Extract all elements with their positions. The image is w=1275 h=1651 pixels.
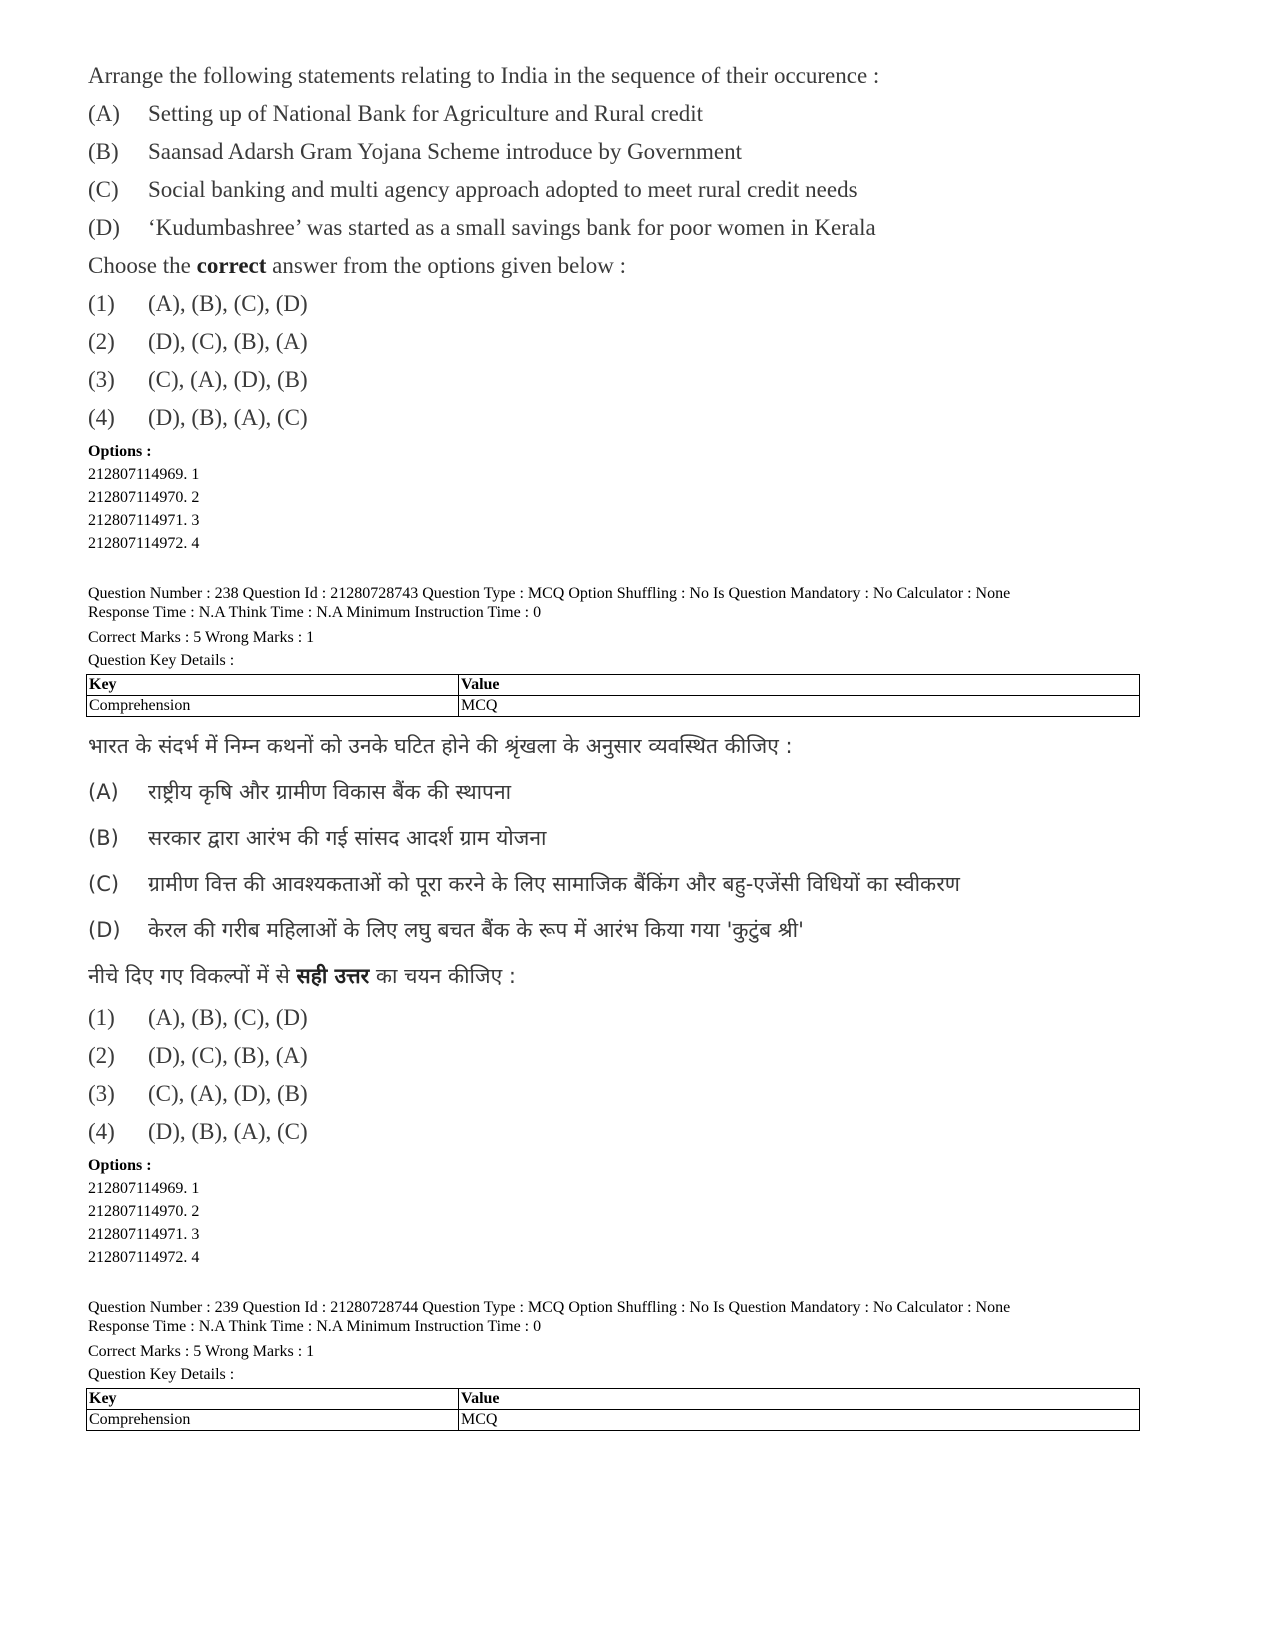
marks-line: Correct Marks : 5 Wrong Marks : 1 [88, 629, 315, 646]
table-cell-value: MCQ [459, 1410, 1140, 1431]
answer-option-4: (4) (D), (B), (A), (C) [88, 405, 308, 430]
option-id: 212807114971. 3 [88, 1226, 200, 1243]
key-details-heading: Question Key Details : [88, 652, 235, 669]
marks-line: Correct Marks : 5 Wrong Marks : 1 [88, 1343, 315, 1360]
answer-option-2: (2) (D), (C), (B), (A) [88, 329, 308, 354]
statement-b: (B) Saansad Adarsh Gram Yojana Scheme introduce by Government [88, 139, 743, 164]
option-id: 212807114969. 1 [88, 466, 200, 483]
option-id: 212807114970. 2 [88, 1203, 200, 1220]
table-header-value: Value [459, 675, 1140, 696]
option-id: 212807114972. 4 [88, 1249, 200, 1266]
options-list [88, 1177, 199, 1269]
statement-c: (C) Social banking and multi agency approach adopted to meet rural credit needs [88, 177, 858, 202]
statement-a: (A) Setting up of National Bank for Agriculture and Rural credit [88, 101, 704, 126]
options-list [88, 463, 199, 555]
choose-instruction: नीचे दिए गए विकल्पों में से सही उत्तर का चयन कीजिए : [88, 964, 516, 988]
statement-c: (C) ग्रामीण वित्त की आवश्यकताओं को पूरा करने के लिए सामाजिक बैंकिंग और बहु-एजेंसी विधियों का स्वीकरण [88, 872, 960, 896]
answer-option-3: (3) (C), (A), (D), (B) [88, 1081, 308, 1106]
statement-d: (D) केरल की गरीब महिलाओं के लिए लघु बचत बैंक के रूप में आरंभ किया गया 'कुटुंब श्री' [88, 918, 804, 942]
question-239-meta [88, 1298, 1010, 1386]
options-section [88, 1154, 199, 1269]
answer-option-1: (1) (A), (B), (C), (D) [88, 291, 308, 316]
question-key-table [86, 674, 1140, 717]
option-id: 212807114972. 4 [88, 535, 200, 552]
question-key-table [86, 1388, 1140, 1431]
statement-b: (B) सरकार द्वारा आरंभ की गई सांसद आदर्श ग्राम योजना [88, 826, 547, 850]
question-stem: भारत के संदर्भ में निम्न कथनों को उनके घटित होने की श्रृंखला के अनुसार व्यवस्थित कीजिए : [88, 734, 793, 758]
table-header-key: Key [87, 675, 459, 696]
key-details-heading: Question Key Details : [88, 1366, 235, 1383]
question-meta-line: Question Number : 239 Question Id : 21280728744 Question Type : MCQ Option Shuffling : No Is Question Mandatory : No Calculator : None [88, 1299, 1011, 1316]
statement-d: (D) ‘Kudumbashree’ was started as a small savings bank for poor women in Kerala [88, 215, 876, 240]
option-id: 212807114971. 3 [88, 512, 200, 529]
table-row [87, 696, 1140, 717]
question-meta-line: Question Number : 238 Question Id : 21280728743 Question Type : MCQ Option Shuffling : No Is Question Mandatory : No Calculator : None [88, 585, 1011, 602]
answer-option-3: (3) (C), (A), (D), (B) [88, 367, 308, 392]
answer-option-4: (4) (D), (B), (A), (C) [88, 1119, 308, 1144]
option-id: 212807114970. 2 [88, 489, 200, 506]
table-header-value: Value [459, 1389, 1140, 1410]
question-237-image [88, 57, 879, 437]
table-cell-key: Comprehension [87, 1410, 459, 1431]
answer-option-2: (2) (D), (C), (B), (A) [88, 1043, 308, 1068]
choose-instruction: Choose the correct answer from the options given below : [88, 253, 627, 278]
table-cell-key: Comprehension [87, 696, 459, 717]
table-cell-value: MCQ [459, 696, 1140, 717]
question-meta-line: Response Time : N.A Think Time : N.A Minimum Instruction Time : 0 [88, 1318, 542, 1335]
table-header-key: Key [87, 1389, 459, 1410]
table-header-row [87, 1389, 1140, 1410]
question-238-image [88, 723, 960, 1151]
options-section [88, 440, 199, 555]
option-id: 212807114969. 1 [88, 1180, 200, 1197]
options-heading: Options : [88, 443, 152, 460]
answer-option-1: (1) (A), (B), (C), (D) [88, 1005, 308, 1030]
question-stem: Arrange the following statements relating to India in the sequence of their occurence : [88, 63, 880, 88]
question-meta-line: Response Time : N.A Think Time : N.A Minimum Instruction Time : 0 [88, 604, 542, 621]
statement-a: (A) राष्ट्रीय कृषि और ग्रामीण विकास बैंक की स्थापना [88, 780, 512, 804]
table-header-row [87, 675, 1140, 696]
table-row [87, 1410, 1140, 1431]
question-238-meta [88, 584, 1010, 672]
options-heading: Options : [88, 1157, 152, 1174]
